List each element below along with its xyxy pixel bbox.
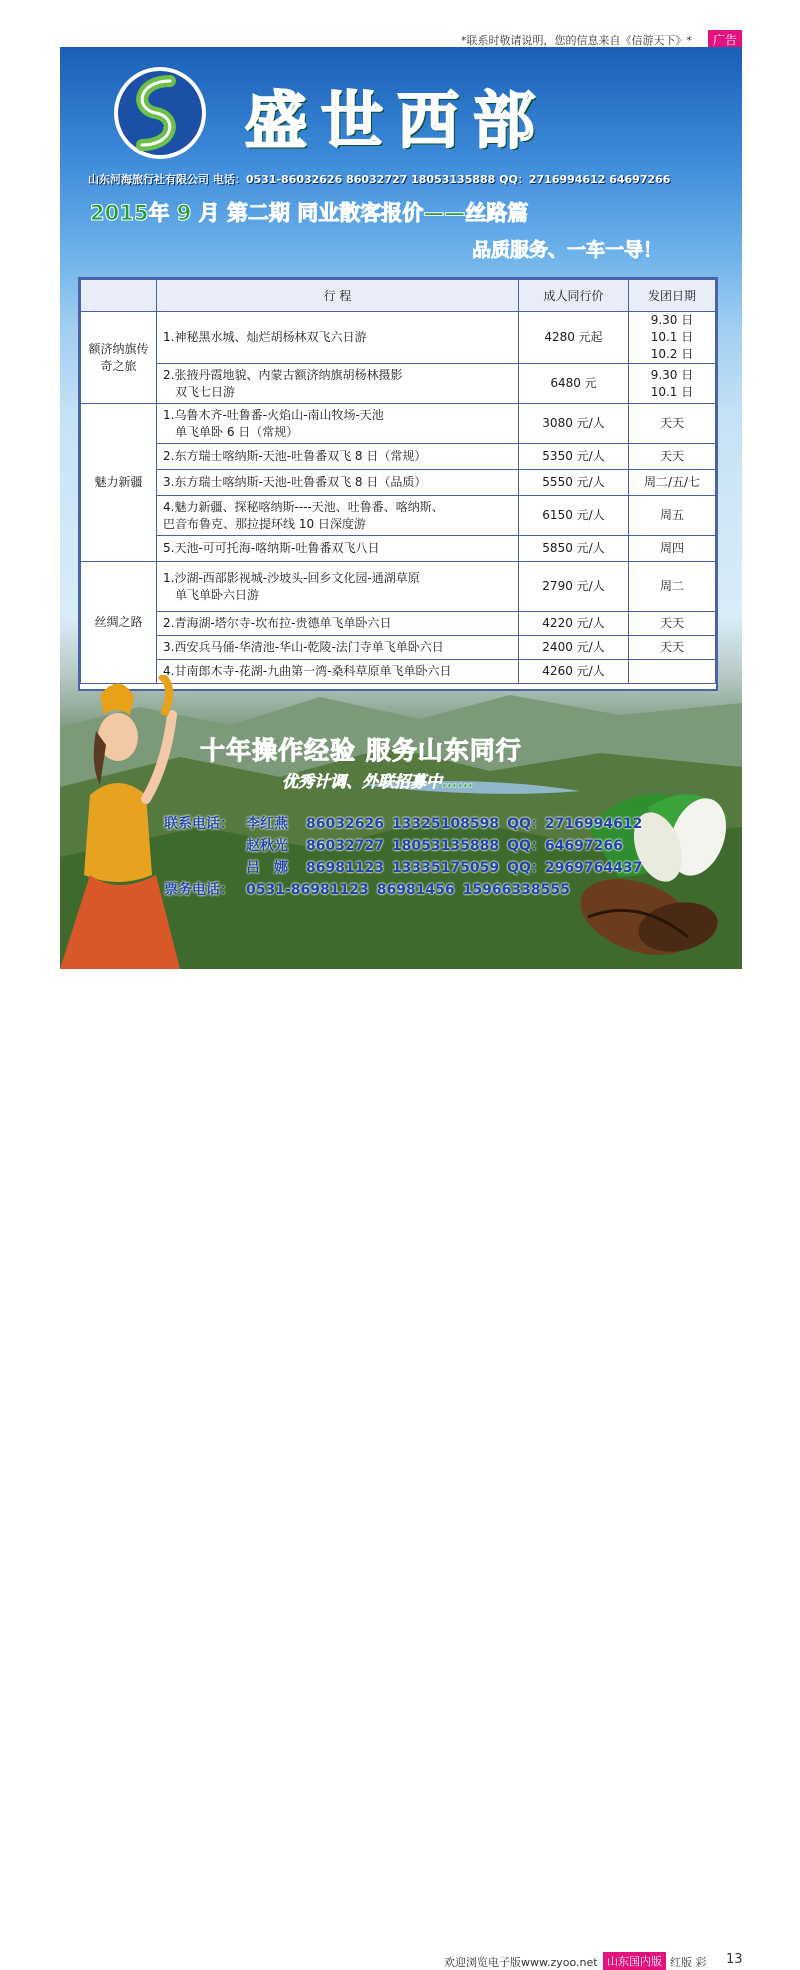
- edition-tag: 山东国内版: [603, 1952, 666, 1970]
- contact-name: 吕 娜: [246, 860, 288, 876]
- dancer-figure: [60, 675, 180, 969]
- date-cell: 天天: [629, 636, 716, 660]
- contact-name: 李红燕: [246, 816, 288, 832]
- table-header-row: [81, 280, 716, 312]
- company-contact-line: 山东河海旅行社有限公司 电话：0531-86032626 86032727 18053135888 QQ：2716994612 64697266: [88, 173, 671, 186]
- date-cell: 天天: [629, 404, 716, 444]
- experience-slogan: 十年操作经验 服务山东同行: [200, 736, 522, 765]
- top-bar: [0, 0, 800, 46]
- footer-website[interactable]: 欢迎浏览电子版www.zyoo.net: [444, 1956, 598, 1969]
- contact-mobile: 13335175059: [391, 860, 500, 876]
- price-cell: 4220 元/人: [519, 612, 629, 636]
- header-price: 成人同行价: [519, 280, 629, 312]
- price-cell: 5550 元/人: [519, 470, 629, 496]
- price-cell: 5850 元/人: [519, 536, 629, 562]
- contact-phone: 86981123: [306, 860, 384, 876]
- date-value: 10.2 日: [650, 347, 694, 361]
- date-value: 9.30 日: [650, 313, 694, 327]
- price-cell: 2400 元/人: [519, 636, 629, 660]
- contact-mobile: 13325108598: [391, 816, 500, 832]
- ad-tag: 广告: [708, 30, 742, 49]
- date-cell: [629, 660, 716, 684]
- header-date: 发团日期: [629, 280, 716, 312]
- table-row: [81, 312, 716, 364]
- route-cell: 4.甘南郎木寺-花湖-九曲第一湾-桑科草原单飞单卧六日: [157, 660, 519, 684]
- contact-mobile: 18053135888: [391, 838, 500, 854]
- price-cell: 6480 元: [519, 364, 629, 404]
- contact-row: [164, 835, 650, 857]
- contact-row: [164, 813, 650, 835]
- route-line: 4.魅力新疆、探秘喀纳斯----天池、吐鲁番、喀纳斯、: [163, 499, 444, 514]
- date-cell: 周四: [629, 536, 716, 562]
- table-row: [81, 364, 716, 404]
- route-cell: 1.神秘黑水城、灿烂胡杨林双飞六日游: [157, 312, 519, 364]
- date-cell: 天天: [629, 444, 716, 470]
- ticket-phone: 86981456: [376, 882, 455, 898]
- phone-label: 联系电话：: [164, 816, 234, 832]
- route-line: 单飞单卧六日游: [175, 587, 260, 602]
- table-row: [81, 496, 716, 536]
- table-row: [81, 536, 716, 562]
- table-row: [81, 612, 716, 636]
- route-cell: [157, 364, 519, 404]
- route-cell: 3.西安兵马俑-华清池-华山-乾陵-法门寺单飞单卧六日: [157, 636, 519, 660]
- price-cell: 3080 元/人: [519, 404, 629, 444]
- date-cell: 周二: [629, 562, 716, 612]
- date-cell: [629, 312, 716, 364]
- page-number: 13: [726, 1952, 743, 1967]
- route-line: 双飞七日游: [175, 384, 236, 399]
- price-cell: 2790 元/人: [519, 562, 629, 612]
- route-line: 巴音布鲁克、那拉提环线 10 日深度游: [163, 516, 366, 531]
- contact-row: [164, 857, 650, 879]
- date-cell: 周五: [629, 496, 716, 536]
- issue-title: 2015年 9 月 第二期 同业散客报价——丝路篇: [90, 201, 529, 225]
- ticket-phone: 0531-86981123: [246, 882, 369, 898]
- price-cell: 4260 元/人: [519, 660, 629, 684]
- category-cell: 丝绸之路: [81, 562, 157, 684]
- table-row: [81, 404, 716, 444]
- table-row: [81, 636, 716, 660]
- route-cell: 5.天池-可可托海-喀纳斯-吐鲁番双飞八日: [157, 536, 519, 562]
- route-line: 2.张掖丹霞地貌、内蒙古额济纳旗胡杨林摄影: [163, 367, 403, 382]
- edition-label: 红版 彩: [670, 1956, 707, 1969]
- company-logo-icon: [112, 65, 208, 161]
- price-table: [78, 277, 718, 691]
- ticket-label: 票务电话：: [164, 882, 234, 898]
- date-value: 9.30 日: [650, 367, 694, 382]
- date-cell: 周二/五/七: [629, 470, 716, 496]
- header-category: [81, 280, 157, 312]
- table-row: [81, 470, 716, 496]
- ticket-row: [164, 879, 650, 901]
- ticket-mobile: 15966338555: [462, 882, 570, 898]
- source-notice: *联系时敬请说明，您的信息来自《信游天下》*: [461, 34, 692, 47]
- route-cell: 2.青海湖-塔尔寺-坎布拉-贵德单飞单卧六日: [157, 612, 519, 636]
- route-line: 1.沙湖-西部影视城-沙坡头-回乡文化园-通湖草原: [163, 570, 420, 585]
- advertisement-poster: [60, 47, 742, 969]
- quality-slogan: 品质服务、一车一导！: [471, 239, 662, 261]
- date-cell: [629, 364, 716, 404]
- contact-name: 赵秋光: [246, 838, 288, 854]
- contact-phone: 86032626: [306, 816, 384, 832]
- route-line: 1.乌鲁木齐-吐鲁番-火焰山-南山牧场-天池: [163, 407, 384, 422]
- category-cell: 魅力新疆: [81, 404, 157, 562]
- price-cell: 4280 元起: [519, 312, 629, 364]
- route-cell: [157, 496, 519, 536]
- contact-qq: QQ：64697266: [507, 838, 623, 854]
- recruit-slogan: 优秀计调、外联招募中……: [282, 772, 475, 791]
- route-cell: 3.东方瑞士喀纳斯-天池-吐鲁番双飞 8 日（品质）: [157, 470, 519, 496]
- table-row: [81, 444, 716, 470]
- route-cell: 2.东方瑞士喀纳斯-天池-吐鲁番双飞 8 日（常规）: [157, 444, 519, 470]
- date-cell: 天天: [629, 612, 716, 636]
- date-value: 10.1 日: [650, 384, 694, 399]
- contact-qq: QQ：2969764437: [507, 860, 643, 876]
- route-line: 单飞单卧 6 日（常规）: [175, 424, 299, 439]
- page-footer: [0, 975, 800, 1969]
- price-cell: 6150 元/人: [519, 496, 629, 536]
- header-route: 行 程: [157, 280, 519, 312]
- contact-block: [164, 813, 650, 901]
- route-cell: [157, 404, 519, 444]
- brand-name: 盛世西部: [245, 84, 550, 157]
- category-cell: 额济纳旗传奇之旅: [81, 312, 157, 404]
- price-cell: 5350 元/人: [519, 444, 629, 470]
- date-value: 10.1 日: [650, 330, 694, 344]
- contact-qq: QQ：2716994612: [507, 816, 643, 832]
- table-row: [81, 562, 716, 612]
- route-cell: [157, 562, 519, 612]
- contact-phone: 86032727: [306, 838, 384, 854]
